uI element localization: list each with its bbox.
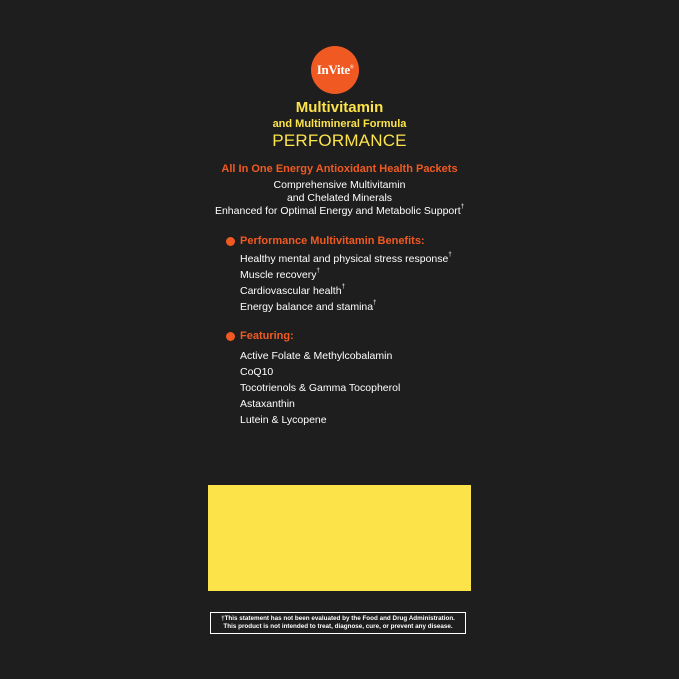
- fda-disclaimer: [210, 612, 466, 634]
- benefit-item: Energy balance and stamina†: [240, 300, 377, 313]
- featuring-heading: Featuring:: [226, 330, 294, 342]
- feature-item: Tocotrienols & Gamma Tocopherol: [240, 382, 401, 394]
- yellow-panel: [208, 485, 471, 591]
- bullet-icon: [226, 237, 235, 246]
- feature-item: Lutein & Lycopene: [240, 414, 327, 426]
- disclaimer-line: †This statement has not been evaluated by the Food and Drug Administration.: [221, 614, 455, 622]
- feature-item: Active Folate & Methylcobalamin: [240, 350, 393, 362]
- brand-logo: [311, 46, 359, 94]
- product-title: Multivitamin: [295, 99, 384, 116]
- feature-item: Astaxanthin: [240, 398, 295, 410]
- benefit-item: Healthy mental and physical stress response†: [240, 252, 452, 265]
- benefit-item: Cardiovascular health†: [240, 284, 345, 297]
- description-line: Comprehensive Multivitamin: [273, 179, 406, 191]
- disclaimer-line: This product is not intended to treat, diagnose, cure, or prevent any disease.: [223, 623, 453, 630]
- product-line: PERFORMANCE: [272, 131, 407, 150]
- description-line: Enhanced for Optimal Energy and Metabolic Support†: [214, 204, 465, 217]
- feature-item: CoQ10: [240, 366, 274, 378]
- description-line: and Chelated Minerals: [286, 192, 393, 204]
- benefit-item: Muscle recovery†: [240, 268, 320, 281]
- brand-logo-text: InVite®: [316, 62, 354, 77]
- bullet-icon: [226, 332, 235, 341]
- tagline: All In One Energy Antioxidant Health Packets: [221, 163, 458, 175]
- benefits-heading: Performance Multivitamin Benefits:: [226, 235, 425, 247]
- product-subtitle: and Multimineral Formula: [272, 118, 407, 130]
